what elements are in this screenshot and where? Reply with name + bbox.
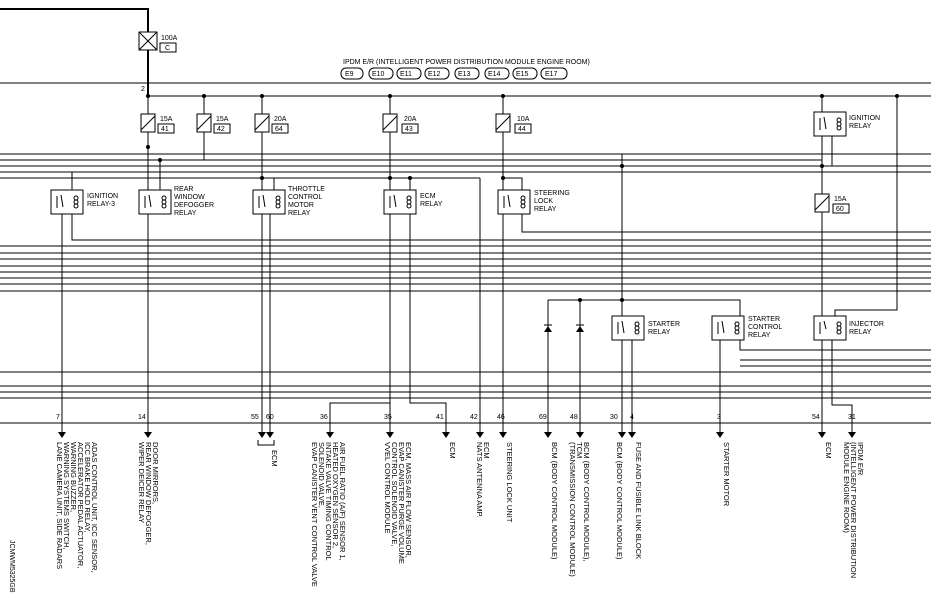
ipdm-title: IPDM E/R (INTELLIGENT POWER DISTRIBUTION MODULE ENGINE ROOM)	[343, 59, 590, 66]
relay-label-line: MOTOR	[288, 202, 314, 209]
relay-starter-control	[712, 316, 744, 340]
terminal-number: 48	[570, 414, 578, 421]
destination-ecm-41	[448, 442, 457, 459]
relay-label-line: RELAY	[849, 329, 872, 336]
ipdm-top-terminal: 2	[141, 86, 145, 93]
destination-line: EVAP CANISTER PURGE VOLUME	[397, 442, 406, 564]
relay-label-starter	[648, 321, 680, 336]
terminal-number: 7	[56, 414, 60, 421]
destination-af-sensor	[310, 442, 347, 587]
relay-label-throttle-control-motor	[288, 186, 325, 217]
connector-label: E14	[488, 71, 501, 78]
destination-line: STARTER MOTOR	[722, 442, 731, 507]
fuse-15a-60	[815, 194, 849, 213]
destination-line: REAR WINDOW DEFOGGER,	[144, 442, 153, 545]
terminal-number: 4	[630, 414, 634, 421]
relay-throttle-control-motor	[253, 190, 285, 214]
destination-line: CONTROL SOLENOID VALVE,	[390, 442, 399, 547]
destination-line: DOOR MIRRORS,	[151, 442, 160, 505]
destination-starter-motor	[722, 442, 731, 507]
connector-label: E10	[372, 71, 385, 78]
terminal-number: 54	[812, 414, 820, 421]
fuse-rating: 20A	[274, 116, 287, 123]
relay-label-line: THROTTLE	[288, 186, 325, 193]
relay-label-line: RELAY-3	[87, 201, 116, 208]
fuse-20a-64	[255, 114, 288, 133]
connector-pill	[485, 68, 509, 79]
destination-line: ECM	[448, 442, 457, 459]
terminal-row	[56, 414, 856, 421]
main-fuse-100a	[139, 32, 178, 52]
relay-label-line: DEFOGGER	[174, 202, 215, 209]
destination-line: WARNING BUZZER,	[69, 442, 78, 513]
relay-rear-window-defogger	[139, 190, 171, 214]
connector-pill	[397, 68, 421, 79]
destination-steering-lock-unit	[505, 442, 514, 523]
battery-feed-wire	[0, 9, 148, 32]
connector-label: E15	[516, 71, 529, 78]
connector-pill	[341, 68, 363, 79]
relay-label-line: RELAY	[648, 329, 671, 336]
relay-label-line: IGNITION	[87, 193, 119, 200]
terminal-number: 60	[266, 414, 274, 421]
relay-label-line: STARTER	[648, 321, 681, 328]
fuse-rating: 20A	[404, 116, 417, 123]
destination-line: INTAKE VALVE TIMING CONTROL	[324, 442, 333, 561]
destination-ipdm	[842, 442, 865, 578]
relay-label-line: RELAY	[748, 332, 771, 339]
destination-line: VVEL CONTROL MODULE	[383, 442, 392, 534]
connector-label: E11	[400, 71, 412, 78]
destination-line: ACCELERATOR PEDAL ACTUATOR,	[76, 442, 85, 569]
relay-label-ignition	[849, 115, 880, 130]
terminal-number: 14	[138, 414, 146, 421]
destination-bcm-30	[615, 442, 624, 560]
connector-pill	[425, 68, 449, 79]
destination-line: ECM	[482, 442, 491, 459]
relay-label-starter-control	[748, 316, 782, 339]
destination-line: ADAS CONTROL UNIT, ICC SENSOR,	[90, 442, 99, 573]
relay-label-line: CONTROL	[748, 324, 783, 331]
fuse-id: 41	[161, 126, 169, 133]
destination-line: ICC BRAKE HOLD RELAY,	[83, 442, 92, 533]
fuse-15a-41	[141, 114, 174, 133]
connector-label: E9	[345, 71, 354, 78]
destination-line: (INTELLIGENT POWER DISTRIBUTION	[849, 442, 858, 579]
destination-line: BCM (BODY CONTROL MODULE)	[615, 442, 624, 560]
relay-label-line: STARTER	[748, 316, 781, 323]
relay-starter	[612, 316, 644, 340]
connector-label: E12	[428, 71, 441, 78]
relay-label-line: RELAY	[534, 206, 557, 213]
relay-label-line: IGNITION	[849, 115, 881, 122]
fuse-id: 44	[518, 126, 526, 133]
connector-label: E17	[545, 71, 558, 78]
relay-label-line: INJECTOR	[849, 321, 884, 328]
destination-line: BCM (BODY CONTROL MODULE)	[550, 442, 559, 560]
main-fuse-rating: 100A	[161, 35, 178, 42]
destination-line: WIPER DEICER RELAY	[137, 442, 146, 524]
relay-label-ecm	[420, 193, 443, 208]
destination-ecm-maf	[383, 442, 413, 564]
relay-label-line: REAR	[174, 186, 194, 193]
ipdm-connector-list	[341, 68, 567, 79]
relay-label-line: WINDOW	[174, 194, 205, 201]
connector-label: E13	[458, 71, 471, 78]
relay-label-injector	[849, 321, 884, 336]
destination-fuse-block	[634, 442, 643, 559]
relay-label-ignition-relay-3	[87, 193, 118, 208]
connector-pill	[541, 68, 567, 79]
destination-line: BCM (BODY CONTROL MODULE),	[582, 442, 591, 562]
destination-ecm-throttle	[270, 450, 279, 467]
relay-label-rear-window-defogger	[174, 186, 214, 217]
destination-line: ECM	[270, 450, 279, 467]
destination-line: AIR FUEL RATIO (A/F) SENSOR 1,	[338, 442, 347, 561]
relay-label-line: STEERING	[534, 190, 570, 197]
fuse-id: 43	[405, 126, 413, 133]
fuse-id: 64	[275, 126, 283, 133]
diode-symbols	[544, 325, 584, 332]
destination-adas	[55, 442, 99, 573]
destination-line: LANE CAMERA UNIT, SIDE RADARS	[55, 442, 64, 570]
terminal-number: 3	[717, 414, 721, 421]
fuse-10a-44	[496, 114, 531, 133]
fuse-rating: 15A	[160, 116, 173, 123]
fuse-id: 42	[217, 126, 225, 133]
relay-ignition	[814, 112, 846, 136]
relay-label-line: CONTROL	[288, 194, 323, 201]
destination-line: SOLENOID VALVE,	[317, 442, 326, 508]
fuse-rating: 15A	[216, 116, 229, 123]
relay-label-line: RELAY	[420, 201, 443, 208]
fuse-20a-43	[383, 114, 418, 133]
terminal-number: 30	[610, 414, 618, 421]
relay-ecm	[384, 190, 416, 214]
fuse-15a-42	[197, 114, 230, 133]
terminal-number: 46	[497, 414, 505, 421]
main-fuse-id: C	[165, 45, 171, 52]
relay-label-line: LOCK	[534, 198, 554, 205]
fuse-id: 60	[836, 206, 844, 213]
relay-label-line: RELAY	[288, 210, 311, 217]
terminal-number: 55	[251, 414, 259, 421]
destination-line: FUSE AND FUSIBLE LINK BLOCK	[634, 442, 643, 560]
destination-line: HEATED OXYGEN SENSOR 2,	[331, 442, 340, 549]
relay-label-steering-lock	[534, 190, 570, 213]
figure-id	[8, 540, 15, 593]
connector-pill	[513, 68, 537, 79]
relay-label-line: RELAY	[174, 210, 197, 217]
terminal-number: 41	[436, 414, 444, 421]
fuse-drop-wires	[148, 96, 503, 114]
destination-line: IPDM E/R	[856, 442, 865, 476]
relay-ignition-relay-3	[51, 190, 83, 214]
connector-pill	[369, 68, 393, 79]
destination-line: TCM	[575, 442, 584, 459]
destination-ecm-54	[824, 442, 833, 459]
destination-door-mirrors	[137, 442, 160, 545]
terminal-number: 31	[848, 414, 856, 421]
relay-steering-lock	[498, 190, 530, 214]
relay-injector	[814, 316, 846, 340]
destination-line: EVAP CANISTER VENT CONTROL VALVE	[310, 442, 319, 587]
connector-pill	[455, 68, 479, 79]
destination-line: (TRANSMISSION CONTROL MODULE)	[568, 442, 577, 577]
destination-bcm-tcm	[568, 442, 591, 577]
relay-label-line: RELAY	[849, 123, 872, 130]
fuse-rating: 15A	[834, 196, 847, 203]
relay-label-line: ECM	[420, 193, 436, 200]
destination-line: NATS ANTENNA AMP.	[475, 442, 484, 518]
fuse-rating: 10A	[517, 116, 530, 123]
terminal-number: 69	[539, 414, 547, 421]
destination-line: MODULE ENGINE ROOM)	[842, 442, 851, 533]
terminal-number: 36	[320, 414, 328, 421]
figure-id-text: JCMWM5325GB	[8, 540, 15, 593]
destination-line: STEERING LOCK UNIT	[505, 442, 514, 523]
destination-line: ECM, MASS AIR FLOW SENSOR,	[404, 442, 413, 558]
terminal-number: 42	[470, 414, 478, 421]
terminal-number: 35	[384, 414, 392, 421]
destination-line: WARNING SYSTEMS SWITCH,	[62, 442, 71, 550]
destination-line: ECM	[824, 442, 833, 459]
destination-nats	[475, 442, 491, 518]
destination-bcm-69	[550, 442, 559, 560]
